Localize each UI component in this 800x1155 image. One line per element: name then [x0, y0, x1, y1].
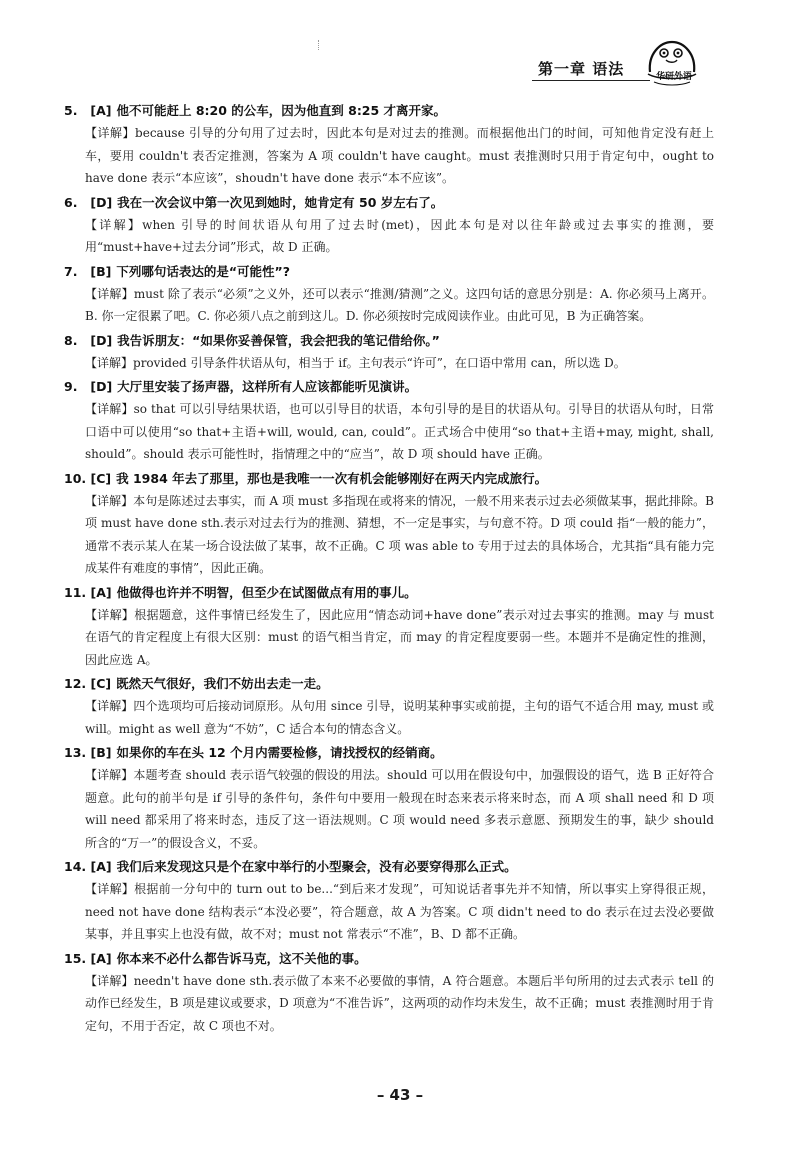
explanation-text: 本句是陈述过去事实，而 A 项 must 多指现在或将来的情况，一般不用来表示过去必须做某事，据此排除。B 项 must have done sth.表示对过去行为的推测、猜想，不一定是事实，与句意不符。D 项 could 指“一般的能力”，通常不表示某人在某一场合设法做了某事，故不正确。C 项 was able to 专用于过去的具体场合，尤其指“具有能力完成某件有难度的事情”，因此正确。 [85, 493, 714, 575]
question-line [64, 100, 714, 122]
question-translation: 他做得也许并不明智，但至少在试图做点有用的事儿。 [116, 584, 417, 600]
explanation-text: when 引导的时间状语从句用了过去时(met)，因此本句是对以往年龄或过去事实的推测，要用“must+have+过去分词”形式，故 D 正确。 [85, 217, 714, 254]
question-number: 11. [64, 584, 87, 600]
explanation-text: must 除了表示“必须”之义外，还可以表示“推测/猜测”之义。这四句话的意思分别是：A. 你必须马上离开。B. 你一定很累了吧。C. 你必须八点之前到这儿。D. 你必须按时完成阅读作业。由此可见，B 为正确答案。 [85, 286, 714, 323]
explanation-tag: 【详解】 [85, 355, 134, 370]
question-line [64, 673, 714, 695]
explanation [64, 490, 714, 580]
question-translation: 我在一次会议中第一次见到她时，她肯定有 50 岁左右了。 [117, 194, 444, 210]
explanation [64, 352, 714, 375]
question-line [64, 261, 714, 283]
question-translation: 你本来不必什么都告诉马克，这不关他的事。 [116, 950, 367, 966]
answer-key: [B] [90, 745, 112, 760]
answer-list [64, 100, 714, 1039]
logo-text: 华研外语 [655, 72, 692, 82]
answer-item-7 [64, 261, 714, 328]
answer-item-6 [64, 192, 714, 259]
answer-item-8 [64, 330, 714, 375]
answer-item-10 [64, 468, 714, 580]
explanation-tag: 【详解】 [85, 286, 134, 301]
question-number: 15. [64, 950, 87, 966]
answer-item-11 [64, 582, 714, 672]
page-number: – 43 – [376, 1086, 424, 1104]
question-translation: 下列哪句话表达的是“可能性”? [116, 263, 291, 279]
explanation-text: provided 引导条件状语从句，相当于 if。主句表示“许可”，在口语中常用 can，所以选 D。 [133, 355, 626, 370]
explanation-text: 根据前一分句中的 turn out to be...“到后来才发现”，可知说话者事先并不知情，所以事实上穿得很正规，need not have done 结构表示“本没必要”，符合题意，故 A 为答案。C 项 didn't need to do 表示在过去没必要做某事，并且事实上也没有做，故不对；must not 常表示“不准”，B、D 都不正确。 [85, 882, 714, 941]
question-line [64, 948, 714, 970]
answer-key: [D] [90, 194, 113, 210]
question-number: 14. [64, 859, 87, 874]
question-number: 12. [64, 676, 87, 691]
answer-item-5 [64, 100, 714, 190]
scan-artifact [318, 40, 322, 50]
explanation [64, 398, 714, 466]
answer-item-9 [64, 376, 714, 466]
answer-item-15 [64, 948, 714, 1038]
question-number: 6. [64, 194, 78, 210]
explanation-tag: 【详解】 [85, 493, 134, 508]
explanation [64, 878, 714, 946]
question-line [64, 582, 714, 604]
answer-key: [A] [90, 103, 112, 118]
question-translation: 他不可能赶上 8:20 的公车，因为他直到 8:25 才离开家。 [116, 103, 447, 118]
explanation-text: because 引导的分句用了过去时，因此本句是对过去的推测。而根据他出门的时间，可知他肯定没有赶上车，要用 couldn't 表否定推测，答案为 A 项 couldn't have caught。must 表推测时只用于肯定句中，ought to have done 表示“本应该”，shoudn't have done 表示“本不应该”。 [85, 126, 714, 185]
explanation-tag: 【详解】 [85, 699, 134, 713]
question-line [64, 856, 714, 878]
question-line [64, 468, 714, 490]
answer-key: [A] [90, 859, 112, 874]
explanation-tag: 【详解】 [85, 882, 135, 896]
header-rule [532, 80, 650, 81]
explanation [64, 283, 714, 328]
question-translation: 大厅里安装了扬声器，这样所有人应该都能听见演讲。 [117, 379, 418, 394]
explanation [64, 122, 714, 190]
answer-key: [D] [90, 332, 113, 348]
question-translation: 既然天气很好，我们不妨出去走一走。 [116, 676, 329, 691]
explanation-tag: 【详解】 [85, 768, 134, 782]
question-number: 13. [64, 745, 87, 760]
explanation-text: 本题考查 should 表示语气较强的假设的用法。should 可以用在假设句中，加强假设的语气，选 B 正好符合题意。此句的前半句是 if 引导的条件句，条件句中要用一般现在时态来表示将来时态，而 A 项 shall need 和 D 项 will need 都采用了将来时态，违反了这一语法规则。C 项 would need 多表示意愿、预期发生的事，缺少 should 所含的“万一”的假设含义，不妥。 [85, 768, 714, 850]
answer-key: [C] [90, 470, 112, 486]
answer-item-14 [64, 856, 714, 946]
explanation-text: 根据题意，这件事情已经发生了，因此应用“情态动词+have done”表示对过去事实的推测。may 与 must 在语气的肯定程度上有很大区别：must 的语气相当肯定，而 may 的肯定程度要弱一些。本题并不是确定性的推测，因此应选 A。 [85, 607, 714, 667]
explanation-tag: 【详解】 [85, 126, 136, 140]
explanation-tag: 【详解】 [85, 973, 134, 988]
question-number: 7. [64, 263, 78, 279]
explanation [64, 764, 714, 854]
question-translation: 如果你的车在头 12 个月内需要检修，请找授权的经销商。 [116, 745, 443, 760]
explanation-text: so that 可以引导结果状语，也可以引导目的状语，本句引导的是目的状语从句。引导目的状语从句时，日常口语中可以使用“so that+主语+will, would, can, could”。正式场合中使用“so that+主语+may, might, shall, should”。should 表示可能性时，指情理之中的“应当”，故 D 项 should have 正确。 [85, 402, 714, 461]
question-translation: 我告诉朋友：“如果你妥善保管，我会把我的笔记借给你。” [117, 332, 440, 348]
question-line [64, 192, 714, 214]
question-translation: 我们后来发现这只是个在家中举行的小型聚会，没有必要穿得那么正式。 [116, 859, 517, 874]
question-number: 9. [64, 379, 78, 394]
answer-item-13 [64, 742, 714, 854]
explanation [64, 695, 714, 740]
question-number: 10. [64, 470, 87, 486]
answer-item-12 [64, 673, 714, 740]
page-header [0, 0, 800, 100]
chapter-title: 第一章 语法 [538, 60, 625, 78]
question-line [64, 376, 714, 398]
explanation [64, 214, 714, 259]
question-line [64, 330, 714, 352]
answer-key: [A] [90, 950, 112, 966]
explanation-tag: 【详解】 [85, 607, 135, 622]
explanation-tag: 【详解】 [85, 217, 143, 232]
answer-key: [C] [90, 676, 112, 691]
answer-key: [A] [90, 584, 112, 600]
question-translation: 我 1984 年去了那里，那也是我唯一一次有机会能够刚好在两天内完成旅行。 [116, 470, 548, 486]
question-number: 5. [64, 103, 78, 118]
answer-key: [B] [90, 263, 112, 279]
explanation [64, 604, 714, 672]
explanation-tag: 【详解】 [85, 402, 134, 416]
explanation-text: 四个选项均可后接动词原形。从句用 since 引导，说明某种事实或前提，主句的语气不适合用 may, must 或 will。might as well 意为“不妨”，C 适合本句的情态含义。 [85, 699, 714, 736]
answer-key: [D] [90, 379, 113, 394]
explanation [64, 970, 714, 1038]
question-line [64, 742, 714, 764]
explanation-text: needn't have done sth.表示做了本来不必要做的事情，A 符合题意。本题后半句所用的过去式表示 tell 的动作已经发生，B 项是建议或要求，D 项意为“不准告诉”，这两项的动作均未发生，故不正确；must 表推测时用于肯定句，不用于否定，故 C 项也不对。 [85, 973, 714, 1033]
question-number: 8. [64, 332, 78, 348]
